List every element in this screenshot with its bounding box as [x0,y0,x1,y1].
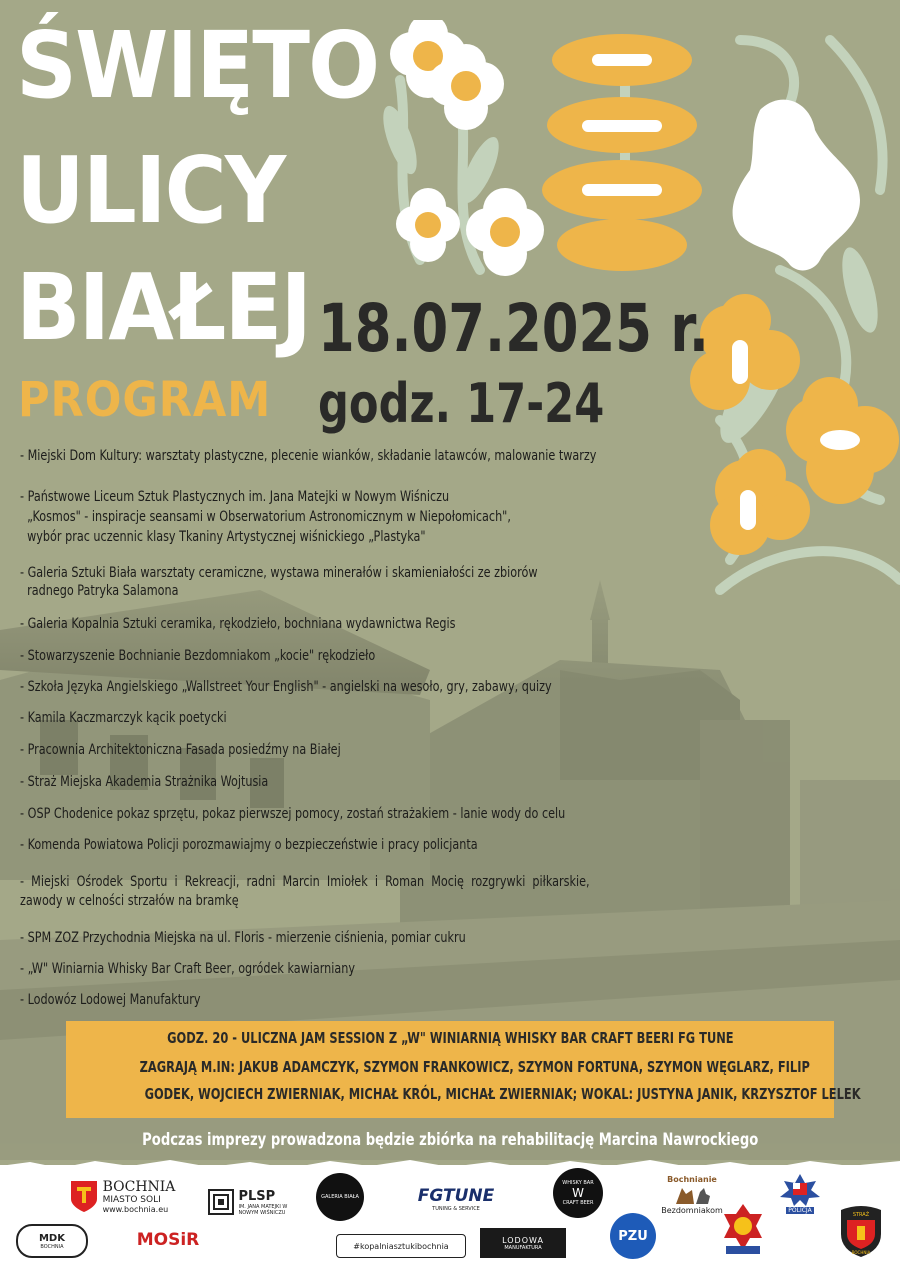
jam-session-box [66,1021,861,1118]
lodowa-logo-sub: MANUFAKTURA [504,1244,542,1251]
policja-logo-name: POLICJA [788,1206,812,1214]
kopalnia-hashtag-text: #kopalniasztukibochnia [353,1241,449,1251]
fgtune-logo-sub: TUNING & SERVICE [432,1206,480,1212]
mdk-logo-name: MDK [38,1232,65,1244]
whisky-w-glyph: W [572,1186,584,1200]
jam-session-line [66,1029,834,1047]
event-hours: godz. 17-24 [318,372,605,435]
program-heading: PROGRAM [18,372,272,428]
policja-logo [772,1168,828,1218]
charity-note-text: Podczas imprezy prowadzona będzie zbiórka na rehabilitację Marcina Nawrockiego [141,1130,759,1150]
program-item: - Straż Miejska Akademia Strażnika Wojtusia [20,774,269,790]
jam-session-text: GODEK, WOJCIECH ZWIERNIAK, MICHAŁ KRÓL, MICHAŁ ZWIERNIAK; WOKAL: JUSTYNA JANIK, KRZYSZTOF LELEK [144,1085,861,1103]
bochnia-logo-name: BOCHNIA [102,1178,176,1195]
straz-miejska-logo [838,1203,884,1259]
program-item: - Państwowe Liceum Sztuk Plastycznych im. Jana Matejki w Nowym Wiśniczu [20,489,450,505]
program-item-cont: wybór prac uczennic klasy Tkaniny Artystycznej wiśnickiego „Plastyka" [20,529,426,545]
program-item: - Lodowóz Lodowej Manufaktury [20,992,201,1008]
title-line-3: BIAŁEJ [16,254,311,361]
jam-session-text: GODZ. 20 - ULICZNA JAM SESSION Z „W" WINIARNIĄ WHISKY BAR CRAFT BEERI FG TUNE [166,1029,734,1047]
bochnia-logo-url: www.bochnia.eu [102,1204,169,1214]
plsp-logo [205,1184,300,1220]
program-item: - „W" Winiarnia Whisky Bar Craft Beer, ogródek kawiarniany [20,961,356,977]
straz-badge-label: STRAŻ [852,1212,870,1218]
plsp-emblem-icon [207,1188,235,1216]
program-item: - Stowarzyszenie Bochnianie Bezdomniakom „kocie" rękodzieło [20,648,376,664]
mdk-logo [16,1224,88,1258]
jam-session-line [66,1058,834,1076]
program-item: - SPM ZOZ Przychodnia Miejska na ul. Floris - mierzenie ciśnienia, pomiar cukru [20,930,466,946]
police-star-icon [778,1173,822,1207]
bezdomniakom-logo-sub: Bezdomniakom [661,1206,723,1215]
bochnianie-bezdomniakom-logo [662,1170,722,1220]
mosir-logo-name: MOSiR [136,1230,200,1250]
fgtune-logo [410,1184,502,1214]
event-date: 18.07.2025 r. [318,290,709,367]
psp-logo [718,1200,768,1258]
straz-badge-city: BOCHNIA [851,1250,871,1255]
jam-session-line [66,1085,861,1103]
charity-note [0,1130,900,1150]
whisky-bar-logo [553,1168,603,1218]
bezdomniakom-logo-name: Bochnianie [667,1175,717,1184]
program-item: - Galeria Kopalnia Sztuki ceramika, rękodzieło, bochniana wydawnictwa Regis [20,616,456,632]
title-line-2: ULICY [16,137,285,244]
whisky-bar-logo-name: WHISKY BAR [562,1180,594,1186]
whisky-bar-logo-sub: CRAFT BEER [562,1200,594,1206]
city-guard-badge-icon [839,1204,883,1258]
galeria-biala-logo [316,1173,364,1221]
lodowa-manufaktura-logo [480,1228,566,1258]
program-item: - Galeria Sztuki Biała warsztaty ceramiczne, wystawa minerałów i skamieniałości ze zbiorów [20,565,538,581]
program-item: - Miejski Ośrodek Sportu i Rekreacji, radni Marcin Imiołek i Roman Mocię rozgrywki piłkarskie, [20,874,590,890]
mdk-logo-sub: BOCHNIA [40,1243,64,1250]
pzu-logo [610,1213,656,1259]
program-item: - Miejski Dom Kultury: warsztaty plastyczne, plecenie wianków, składanie latawców, malowanie twarzy [20,448,597,464]
plsp-logo-sub: IM. JANA MATEJKI W NOWYM WIŚNICZU [238,1203,288,1216]
program-item: - Komenda Powiatowa Policji porozmawiajmy o bezpieczeństwie i pracy policjanta [20,837,478,853]
program-item: - Szkoła Języka Angielskiego „Wallstreet Your English" - angielski na wesoło, gry, zabawy, quizy [20,679,552,695]
bochnia-crest-icon [69,1179,99,1213]
lodowa-logo-name: LODOWA [502,1235,544,1245]
program-item-cont: „Kosmos" - inspiracje seansami w Obserwatorium Astronomicznym w Niepołomicach", [20,509,511,525]
program-item-cont: radnego Patryka Salamona [20,583,179,599]
plsp-logo-name: PLSP [238,1188,276,1204]
bochnia-logo-sub: MIASTO SOLI [102,1194,161,1205]
kopalnia-sztuki-hashtag [336,1234,466,1258]
fgtune-logo-name: FGTUNE [417,1186,495,1206]
mosir-logo [134,1226,202,1254]
program-item-cont: zawody w celności strzałów na bramkę [20,893,239,909]
bochnia-logo [62,1176,182,1216]
pzu-logo-name: PZU [618,1228,648,1244]
program-item: - Kamila Kaczmarczyk kącik poetycki [20,710,227,726]
title-line-1: ŚWIĘTO [16,12,379,119]
jam-session-text: ZAGRAJĄ M.IN: JAKUB ADAMCZYK, SZYMON FRANKOWICZ, SZYMON FORTUNA, SZYMON WĘGLARZ, FILIP [139,1058,810,1076]
fire-brigade-emblem-icon [720,1202,766,1256]
program-item: - OSP Chodenice pokaz sprzętu, pokaz pierwszej pomocy, zostań strażakiem - lanie wody do celu [20,806,566,822]
dog-cat-icon [672,1184,712,1206]
program-item: - Pracownia Architektoniczna Fasada posiedźmy na Białej [20,742,341,758]
galeria-biala-logo-name: GALERIA BIAŁA [321,1193,359,1200]
